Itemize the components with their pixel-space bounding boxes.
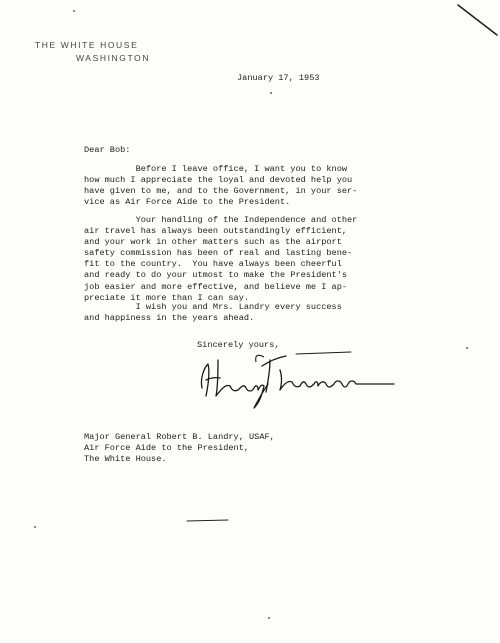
body-paragraph-3: I wish you and Mrs. Landry every success and happiness in the years ahead. xyxy=(84,302,342,324)
speck-mark xyxy=(466,347,468,349)
letterhead-city: WASHINGTON xyxy=(76,53,151,63)
closing: Sincerely yours, xyxy=(197,340,280,350)
speck-mark xyxy=(34,526,36,528)
letterhead-title: THE WHITE HOUSE xyxy=(35,40,139,50)
handwritten-signature xyxy=(196,350,396,410)
recipient-address: Major General Robert B. Landry, USAF, Air Force Aide to the President, The White House. xyxy=(84,432,275,465)
speck-mark xyxy=(268,617,270,619)
body-paragraph-1: Before I leave office, I want you to know how much I appreciate the loyal and devoted help you have given to me, and to the Government, in your ser- vice as Air Force Aide to the President. xyxy=(84,164,358,208)
letter-date: January 17, 1953 xyxy=(237,73,320,83)
speck-mark xyxy=(270,92,272,94)
corner-pen-mark xyxy=(455,2,500,37)
body-paragraph-2: Your handling of the Independence and other air travel has always been outstandingly efficient, and your work in other matters such as the airport safety commission has been of real and lasting bene- fit to the country. You have always been cheerful and ready to do your utmost to make the President's job easier and more effective, and believe me I ap- preciate it more than I can say. xyxy=(84,215,358,303)
salutation: Dear Bob: xyxy=(84,145,131,155)
speck-mark xyxy=(73,10,75,12)
pen-dash-mark xyxy=(185,518,230,524)
